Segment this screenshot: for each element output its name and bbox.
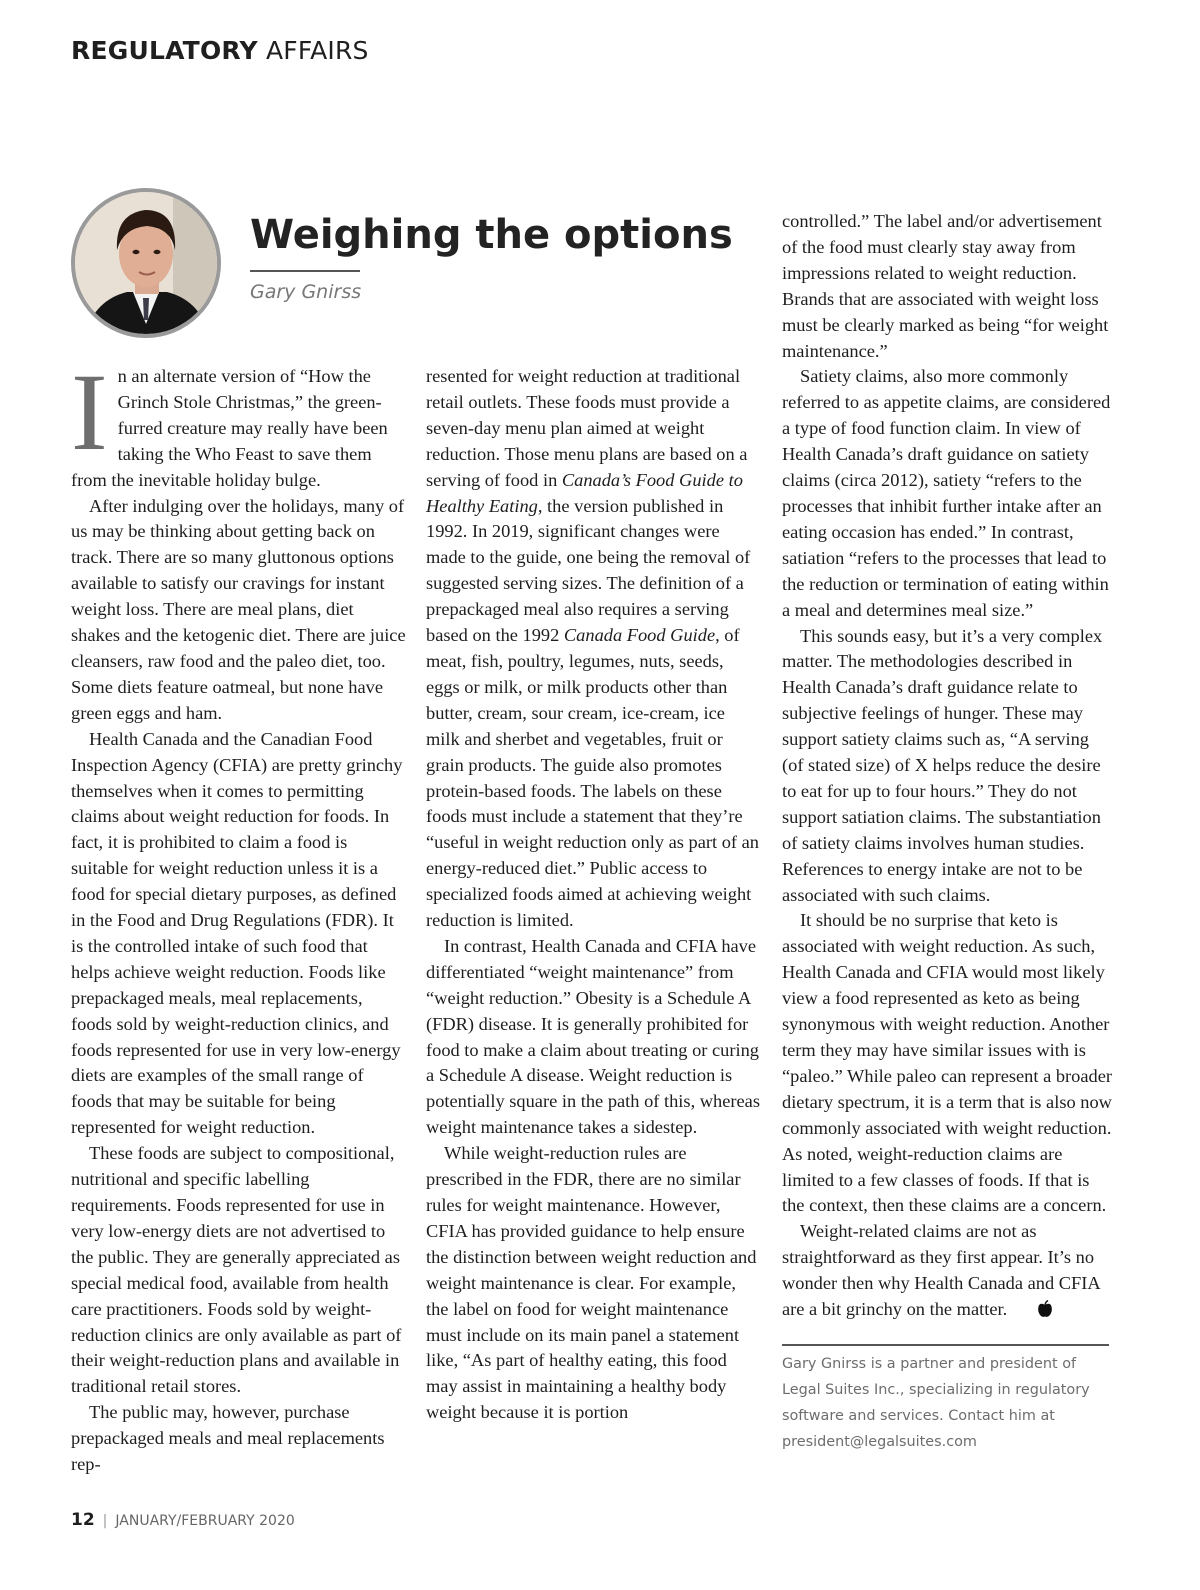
article-paragraph: In contrast, Health Canada and CFIA have differentiated “weight maintenance” from “weight reduction.” Obesity is a Schedule A (FDR) disease. It is generally prohibited for food to make a claim about treating or curing a Schedule A disease. Weight reduction is potentially square in the path of this, whereas weight maintenance takes a sidestep.: [426, 935, 761, 1138]
apple-icon: [1019, 1300, 1053, 1326]
page-number: 12: [71, 1510, 95, 1530]
article-paragraph: [71, 351, 406, 494]
article-column-2: [426, 364, 761, 1426]
page-footer: [71, 1510, 295, 1530]
bio-divider: [782, 1344, 1109, 1346]
author-portrait-icon: [75, 192, 217, 334]
paragraph-text: resented for weight reduction at traditional retail outlets. These foods must provide a seven-day menu plan aimed at weight reduction. Those menu plans are based on a serving of food in: [426, 366, 748, 490]
paragraph-text: Weight-related claims are not as straightforward as they first appear. It’s no wonder then why Health Canada and CFIA are a bit grinchy on the matter.: [782, 1221, 1100, 1320]
article-title: Weighing the options: [250, 212, 733, 258]
article-author: Gary Gnirss: [250, 281, 362, 303]
article-paragraph: After indulging over the holidays, many of us may be thinking about getting back on track. There are so many gluttonous options available to satisfy our cravings for instant weight loss. There are meal plans, diet shakes and the ketogenic diet. There are juice cleansers, raw food and the paleo diet, too. Some diets feature oatmeal, but none have green eggs and ham.: [71, 495, 406, 723]
section-name-bold: REGULATORY: [71, 36, 258, 65]
article-paragraph: It should be no surprise that keto is associated with weight reduction. As such, Health Canada and CFIA would most likely view a food represented as keto as being synonymous with weight reduction. Another term they may have similar issues with is “paleo.” While paleo can represent a broader dietary spectrum, it is a term that is also now commonly associated with weight reduction. As noted, weight-reduction claims are limited to a few classes of foods. If that is the context, then these claims are a concern.: [782, 910, 1112, 1216]
article-paragraph: Satiety claims, also more commonly referred to as appetite claims, are considered a type of food function claim. In view of Health Canada’s draft guidance on satiety claims (circa 2012), satiety “refers to the processes that inhibit further intake after an eating occasion has ended.” In contrast, satiation “refers to the processes that lead to the reduction or termination of eating within a meal and determines meal size.”: [782, 366, 1111, 620]
section-name-light: AFFAIRS: [265, 36, 369, 65]
article-paragraph: These foods are subject to compositional, nutritional and specific labelling requirements. Foods represented for use in very low-energy diets are not advertised to the public. They are generally appreciated as special medical food, available from health care practitioners. Foods sold by weight-reduction clinics are only available as part of their weight-reduction plans and available in traditional retail stores.: [71, 1143, 402, 1397]
article-paragraph: The public may, however, purchase prepackaged meals and meal replacements rep-: [71, 1402, 385, 1475]
article-paragraph: Health Canada and the Canadian Food Inspection Agency (CFIA) are pretty grinchy themselves when it comes to permitting claims about weight reduction for foods. In fact, it is prohibited to claim a food is suitable for weight reduction unless it is a food for special dietary purposes, as defined in the Food and Drug Regulations (FDR). It is the controlled intake of such food that helps achieve weight reduction. Foods like prepackaged meals, meal replacements, foods sold by weight-reduction clinics, and foods represented for use in very low-energy diets are examples of the small range of foods that may be suitable for being represented for weight reduction.: [71, 728, 403, 1138]
article-paragraph: [782, 1219, 1112, 1326]
title-divider: [250, 270, 360, 272]
drop-cap: I: [71, 351, 108, 473]
section-header: [71, 36, 369, 65]
paragraph-text: , the version published in 1992. In 2019, significant changes were made to the guide, one being the removal of suggested serving sizes. The definition of a prepackaged meal also requires a serving based on the 1992: [426, 495, 751, 646]
footer-separator: |: [102, 1513, 108, 1529]
article-paragraph: This sounds easy, but it’s a very complex matter. The methodologies described in Health Canada’s draft guidance relate to subjective feelings of hunger. These may support satiety claims such as, “A serving (of stated size) of X helps reduce the desire to eat for up to four hours.” They do not support satiation claims. The substantiation of satiety claims involves human studies. References to energy intake are not to be associated with such claims.: [782, 625, 1103, 905]
article-column-1: [71, 351, 406, 1478]
article-paragraph: controlled.” The label and/or advertisement of the food must clearly stay away from impressions related to weight reduction. Brands that are associated with weight loss must be clearly marked as being “for weight maintenance.”: [782, 211, 1109, 361]
author-bio: Gary Gnirss is a partner and president of Legal Suites Inc., specializing in regulatory software and services. Contact him at president@legalsuites.com: [782, 1356, 1090, 1450]
paragraph-text: , of meat, fish, poultry, legumes, nuts, seeds, eggs or milk, or milk products other than butter, cream, sour cream, ice-cream, ice milk and sherbet and vegetables, fruit or grain products. The guide also promotes protein-based foods. The labels on these foods must include a statement that they’re “useful in weight reduction only as part of an energy-reduced diet.” Public access to specialized foods aimed at achieving weight reduction is limited.: [426, 625, 759, 931]
issue-date: JANUARY/FEBRUARY 2020: [115, 1513, 295, 1529]
publication-title: Canada’s Food Guide to Healthy Eating: [426, 469, 743, 516]
article-paragraph: [426, 364, 761, 934]
article-paragraph: While weight-reduction rules are prescribed in the FDR, there are no similar rules for weight maintenance. However, CFIA has provided guidance to help ensure the distinction between weight reduction and weight maintenance is clear. For example, the label on food for weight maintenance must include on its main panel a statement like, “As part of healthy eating, this food may assist in maintaining a healthy body weight because it is portion: [426, 1143, 757, 1423]
publication-title: Canada Food Guide: [563, 625, 716, 646]
author-photo: [71, 188, 221, 338]
paragraph-text: n an alternate version of “How the Grinch Stole Christmas,” the green-furred creature may really have been taking the Who Feast to save them from the inevitable holiday bulge.: [71, 366, 388, 490]
article-column-3: [782, 209, 1112, 1326]
